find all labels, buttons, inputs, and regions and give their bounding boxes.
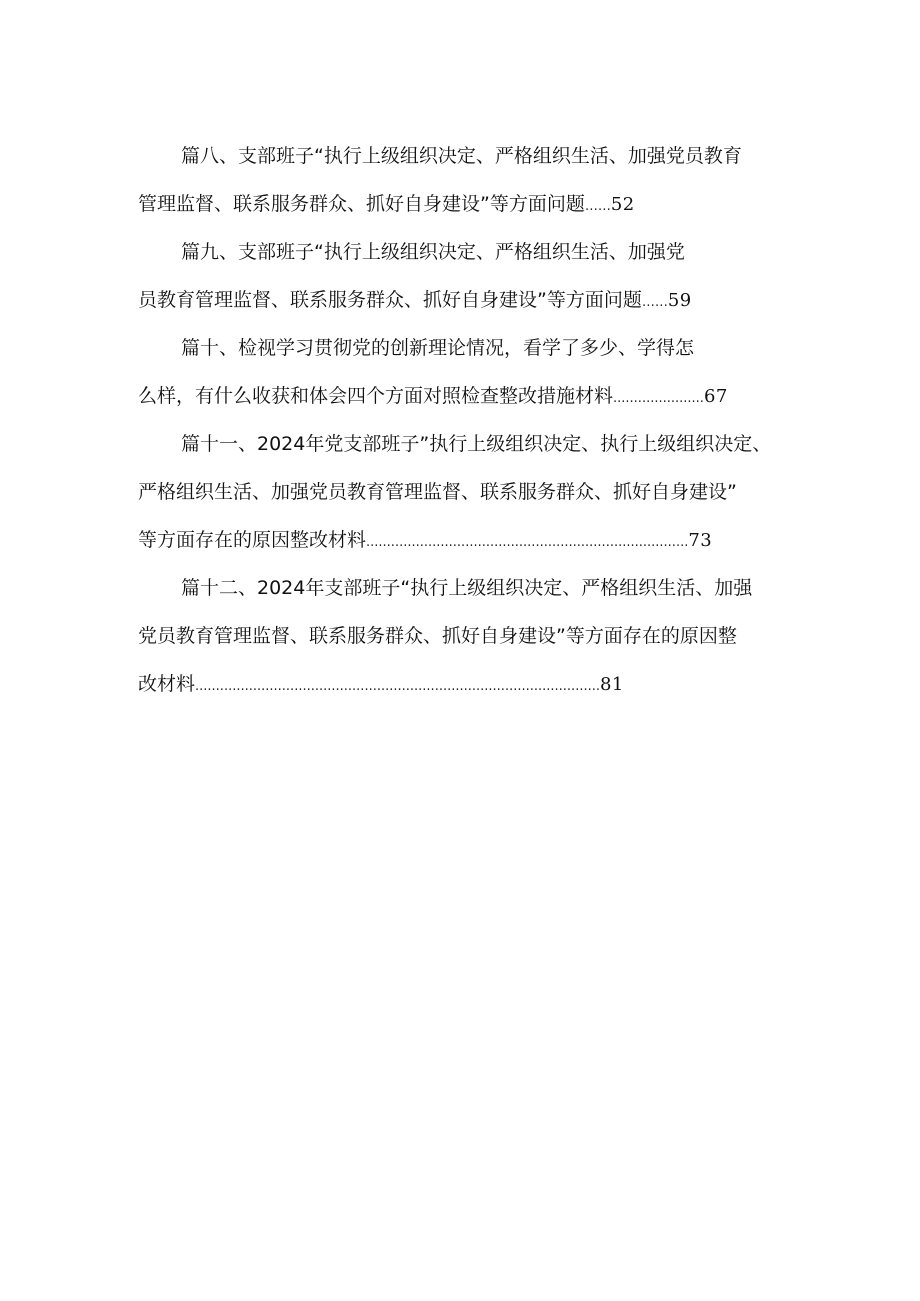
toc-entry-11-page-number: 73 [688,530,713,551]
toc-entry-8-text: 管理监督、联系服务群众、抓好自身建设”等方面问题 [138,193,585,215]
toc-entry-12-line-3 [138,660,798,708]
toc-entry-11-line-1: 篇十一、2024年党支部班子”执行上级组织决定、执行上级组织决定、 [181,433,772,455]
toc-entry-11[interactable] [138,420,798,564]
toc-entry-10-leader: ...................... [613,391,704,406]
toc-entry-12-page-number: 81 [599,674,624,695]
toc-entry-12[interactable] [138,564,798,708]
toc-entry-11-leader: .............................................................................. [366,535,689,550]
toc-entry-9-text: 员教育管理监督、联系服务群众、抓好自身建设”等方面问题 [138,289,642,311]
toc-entry-12-leader: .................................................................................................. [195,679,600,694]
toc-entry-8-page-number: 52 [610,194,635,215]
table-of-contents [138,132,798,708]
toc-entry-10-text: 么样，有什么收获和体会四个方面对照检查整改措施材料 [138,385,614,407]
toc-entry-8[interactable] [138,132,798,228]
toc-entry-9[interactable] [138,228,798,324]
toc-entry-8-leader: …… [584,199,611,214]
toc-entry-9-line-1: 篇九、支部班子“执行上级组织决定、严格组织生活、加强党 [181,241,685,263]
toc-entry-9-leader: …… [641,295,668,310]
toc-entry-10-page-number: 67 [703,386,728,407]
toc-entry-9-line-2 [138,276,798,324]
toc-entry-8-line-2 [138,180,798,228]
toc-entry-11-line-3 [138,516,798,564]
toc-entry-11-text: 等方面存在的原因整改材料 [138,529,367,551]
toc-entry-10-line-1: 篇十、检视学习贯彻党的创新理论情况，看学了多少、学得怎 [181,337,695,359]
toc-entry-12-line-2: 党员教育管理监督、联系服务群众、抓好自身建设”等方面存在的原因整 [138,625,737,647]
toc-entry-10[interactable] [138,324,798,420]
toc-entry-8-line-1: 篇八、支部班子“执行上级组织决定、严格组织生活、加强党员教育 [181,145,742,167]
toc-entry-11-line-2: 严格组织生活、加强党员教育管理监督、联系服务群众、抓好自身建设” [138,481,737,503]
toc-entry-12-text: 改材料 [138,673,196,695]
toc-entry-9-page-number: 59 [667,290,692,311]
toc-entry-10-line-2 [138,372,798,420]
toc-entry-12-line-1: 篇十二、2024年支部班子“执行上级组织决定、严格组织生活、加强 [181,577,753,599]
